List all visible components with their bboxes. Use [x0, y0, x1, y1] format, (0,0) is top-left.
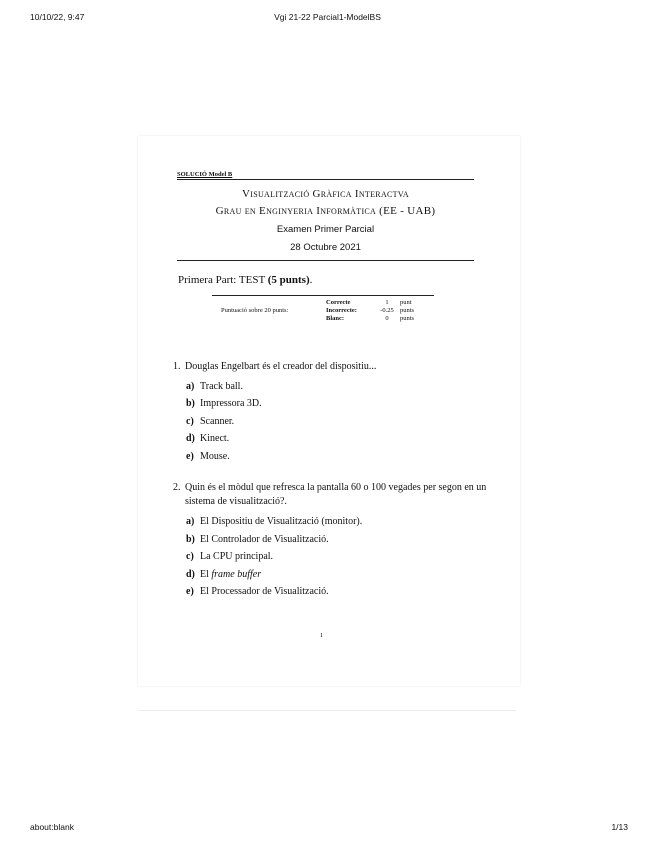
scoring-key: Blanc:	[326, 315, 345, 322]
option-italic: frame buffer	[211, 569, 262, 580]
option-letter: d)	[186, 569, 195, 580]
exam-page	[138, 136, 520, 686]
option-text: La CPU principal.	[200, 551, 274, 562]
page-number: 1	[320, 632, 324, 639]
option-text: Track ball.	[200, 381, 243, 392]
question-number: 2.	[173, 482, 181, 493]
scoring-unit: punts	[400, 315, 415, 322]
option-letter: d)	[186, 433, 195, 444]
option-letter: a)	[186, 381, 195, 392]
next-page-edge	[138, 710, 516, 711]
option-c	[186, 551, 273, 562]
print-url: about:blank	[30, 822, 74, 832]
question-number: 1.	[173, 361, 181, 372]
scoring-label: Puntuació sobre 20 punts:	[221, 307, 289, 314]
question-1	[173, 360, 488, 374]
option-b	[186, 534, 329, 545]
scoring-unit: punts	[400, 307, 415, 314]
degree-title: Grau en Enginyeria Informàtica (EE - UAB)	[215, 205, 436, 217]
scoring-value: -0.25	[380, 307, 394, 314]
option-letter: b)	[186, 398, 195, 409]
option-text: Scanner.	[200, 416, 235, 427]
option-a	[186, 516, 362, 527]
exam-date: 28 Octubre 2021	[290, 242, 361, 253]
option-text: El Processador de Visualització.	[200, 586, 329, 597]
option-letter: a)	[186, 516, 195, 527]
option-letter: c)	[186, 416, 194, 427]
option-text: El Controlador de Visualització.	[200, 534, 329, 545]
option-letter: e)	[186, 586, 194, 597]
option-text: Impressora 3D.	[200, 398, 262, 409]
print-doc-title: Vgi 21-22 Parcial1-ModelBS	[274, 12, 381, 22]
part-points: (5 punts)	[267, 274, 310, 286]
option-e	[186, 586, 329, 597]
question-text: Quin és el mòdul que refresca la pantalla 60 o 100 vegades per segon en un sistema de visualització?.	[185, 482, 487, 507]
scoring-key: Incorrecte:	[326, 307, 357, 314]
print-page-counter: 1/13	[611, 822, 628, 832]
header-rule-bottom	[177, 260, 474, 261]
solution-label: SOLUCIÓ Model B	[177, 171, 233, 178]
option-d	[186, 569, 261, 580]
option-text: Kinect.	[200, 433, 230, 444]
option-d	[186, 433, 229, 444]
part-prefix: Primera Part: TEST	[178, 274, 268, 286]
course-title: Visualització Gràfica Interactva	[242, 188, 409, 200]
option-a	[186, 381, 243, 392]
option-letter: c)	[186, 551, 194, 562]
scoring-rule	[212, 295, 434, 296]
question-2	[173, 481, 488, 509]
option-text: Mouse.	[200, 451, 230, 462]
question-text: Douglas Engelbart és el creador del dispositiu...	[185, 361, 377, 372]
scoring-key: Correcte	[326, 299, 351, 306]
option-text: El Dispositiu de Visualització (monitor).	[200, 516, 363, 527]
option-text: El	[200, 569, 212, 580]
option-letter: e)	[186, 451, 194, 462]
exam-name: Examen Primer Parcial	[276, 224, 375, 235]
option-letter: b)	[186, 534, 195, 545]
part-suffix: .	[309, 274, 313, 286]
option-c	[186, 416, 234, 427]
scoring-unit: punt	[400, 299, 412, 306]
scoring-value: 0	[385, 315, 389, 322]
scoring-value: 1	[385, 299, 389, 306]
header-rule-top	[177, 179, 474, 180]
print-date: 10/10/22, 9:47	[30, 12, 85, 22]
option-e	[186, 451, 230, 462]
part-heading	[178, 274, 312, 286]
option-b	[186, 398, 262, 409]
